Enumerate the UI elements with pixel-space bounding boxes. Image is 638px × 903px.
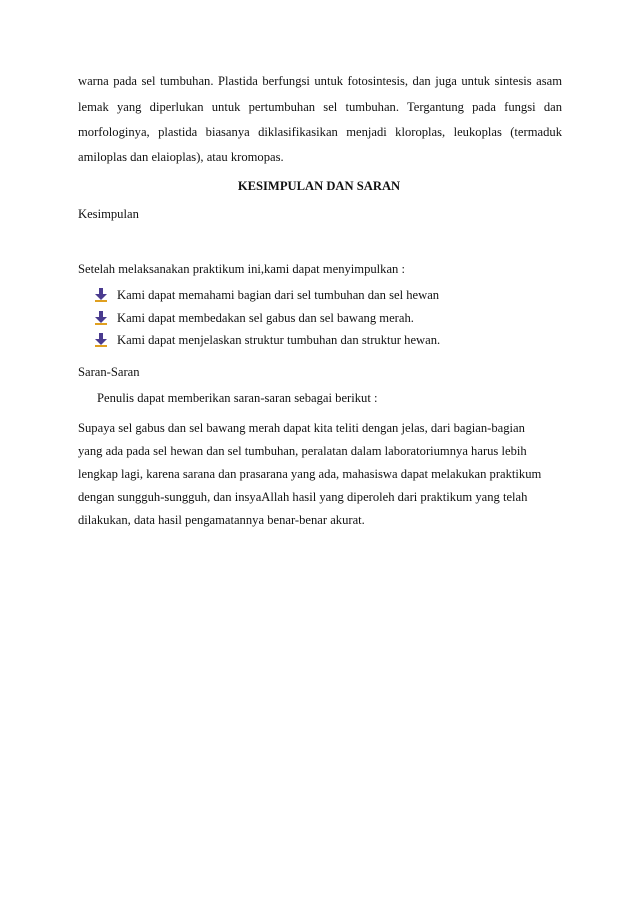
conclusion-text-1: Kami dapat memahami bagian dari sel tumbuhan dan sel hewan: [117, 287, 440, 302]
saran-line-1: Supaya sel gabus dan sel bawang merah dapat kita teliti dengan jelas, dari bagian-bagian: [78, 421, 525, 435]
conclusion-text-3: Kami dapat menjelaskan struktur tumbuhan dan struktur hewan.: [117, 332, 441, 347]
down-arrow-bullet-icon: [94, 333, 108, 347]
conclusion-item-2: [94, 309, 414, 327]
saran-label: Saran-Saran: [78, 365, 140, 379]
conclusion-item-1: [94, 286, 439, 304]
intro-line-2: lemak yang diperlukan untuk pertumbuhan sel tumbuhan. Tergantung pada fungsi dan: [78, 100, 562, 114]
saran-intro: Penulis dapat memberikan saran-saran sebagai berikut :: [97, 391, 378, 405]
down-arrow-bullet-icon: [94, 311, 108, 325]
saran-line-3: lengkap lagi, karena sarana dan prasarana yang ada, mahasiswa dapat melakukan praktikum: [78, 467, 542, 481]
saran-line-4: dengan sungguh-sungguh, dan insyaAllah hasil yang diperoleh dari praktikum yang telah: [78, 490, 528, 504]
kesimpulan-label: Kesimpulan: [78, 207, 139, 221]
saran-line-5: dilakukan, data hasil pengamatannya benar-benar akurat.: [78, 513, 365, 527]
saran-line-2: yang ada pada sel hewan dan sel tumbuhan, peralatan dalam laboratoriumnya harus lebih: [78, 444, 527, 458]
intro-line-1: warna pada sel tumbuhan. Plastida berfungsi untuk fotosintesis, dan juga untuk sintesis asam: [78, 74, 562, 88]
conclusion-text-2: Kami dapat membedakan sel gabus dan sel bawang merah.: [117, 310, 414, 325]
down-arrow-bullet-icon: [94, 288, 108, 302]
section-heading: KESIMPULAN DAN SARAN: [237, 179, 401, 193]
conclusion-item-3: [94, 331, 440, 349]
kesimpulan-intro: Setelah melaksanakan praktikum ini,kami dapat menyimpulkan :: [78, 262, 406, 276]
intro-line-3: morfologinya, plastida biasanya diklasifikasikan menjadi kloroplas, leukoplas (termaduk: [78, 125, 562, 139]
intro-line-4: amiloplas dan elaioplas), atau kromopas.: [78, 150, 284, 164]
